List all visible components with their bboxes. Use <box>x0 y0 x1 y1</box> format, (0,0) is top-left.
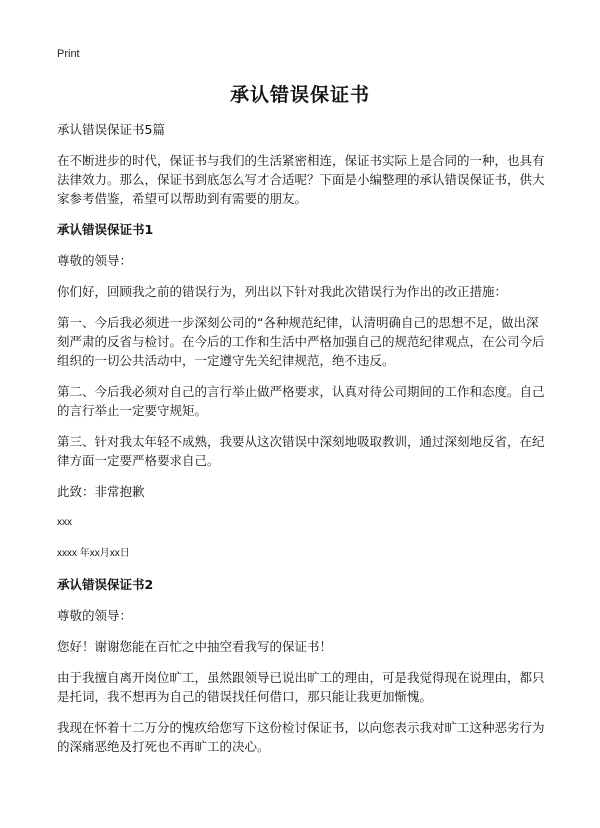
section-2-paragraph: 您好！谢谢您能在百忙之中抽空看我写的保证书！ <box>57 639 333 654</box>
page-title: 承认错误保证书 <box>229 84 370 106</box>
section-1-closing: 此致：非常抱歉 <box>57 484 145 499</box>
section-2-heading: 承认错误保证书2 <box>57 577 154 592</box>
section-1-paragraph: 第三、针对我太年轻不成熟，我要从这次错误中深刻地吸取教训，通过深刻地反省，在纪律方面一定要严格要求自己。 <box>57 434 545 468</box>
intro-paragraph: 在不断进步的时代，保证书与我们的生活紧密相连，保证书实际上是合同的一种，也具有法律效力。那么，保证书到底怎么写才合适呢？下面是小编整理的承认错误保证书，供大家参考借鉴，希望可以帮助到有需要的朋友。 <box>57 153 545 206</box>
document-body <box>57 120 547 768</box>
section-1-paragraph: 第二、今后我必须对自己的言行举止做严格要求，认真对待公司期间的工作和态度。自己的言行举止一定要守规矩。 <box>57 384 545 418</box>
section-1-date: xxxx 年xx月xx日 <box>57 548 130 559</box>
section-2-salutation: 尊敬的领导： <box>57 608 133 623</box>
section-1-paragraph: 第一、今后我必须进一步深刻公司的“各种规范纪律，认清明确自己的思想不足，做出深刻严肃的反省与检讨。在今后的工作和生活中严格加强自己的规范纪律观点，在公司今后组织的一切公共活动中，一定遵守先关纪律规范，绝不违反。 <box>57 315 545 368</box>
section-2-paragraph: 我现在怀着十二万分的愧疚给您写下这份检讨保证书，以向您表示我对旷工这种恶劣行为的深痛恶绝及打死也不再旷工的决心。 <box>57 720 545 754</box>
doc-subtitle: 承认错误保证书5篇 <box>57 122 165 137</box>
section-2-paragraph: 由于我擅自离开岗位旷工，虽然跟领导已说出旷工的理由，可是我觉得现在说理由，都只是托词，我不想再为自己的错误找任何借口，那只能让我更加惭愧。 <box>57 670 545 704</box>
section-1-paragraph: 你们好，回顾我之前的错误行为，列出以下针对我此次错误行为作出的改正措施： <box>57 284 508 299</box>
section-1-signature: xxx <box>57 517 72 528</box>
print-label: Print <box>57 48 80 60</box>
section-1-salutation: 尊敬的领导： <box>57 253 133 268</box>
section-1-heading: 承认错误保证书1 <box>57 222 154 237</box>
